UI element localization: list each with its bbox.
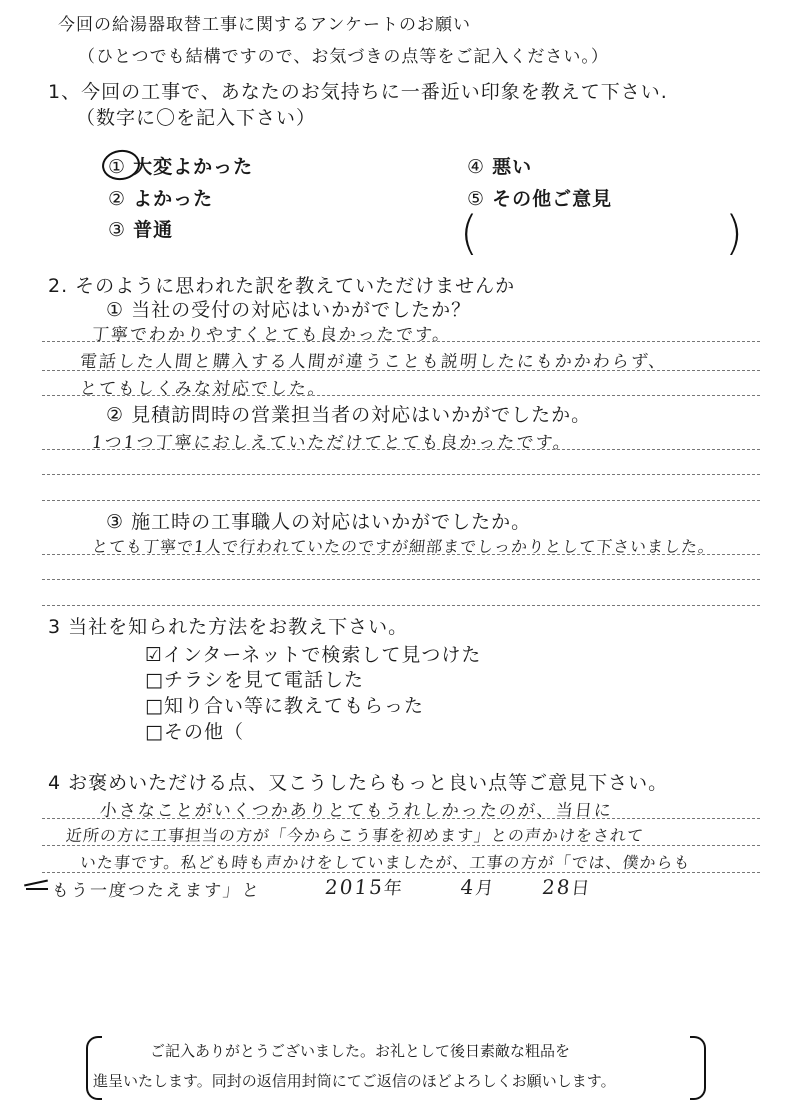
q4-answer-line[interactable]: いた事です。私ども時も声かけをしていましたが、工事の方が「では、僕からも bbox=[78, 853, 692, 872]
q1-option-4[interactable] bbox=[467, 152, 532, 179]
footer-bracket-right bbox=[690, 1036, 706, 1100]
q4-answer-line[interactable]: もう一度つたえます」と bbox=[50, 881, 262, 901]
q3-option-1[interactable] bbox=[145, 640, 481, 667]
footer-line-1: ご記入ありがとうございました。お礼として後日素敵な粗品を bbox=[150, 1042, 571, 1060]
q3-option-3[interactable] bbox=[145, 691, 424, 718]
answer-rule bbox=[42, 872, 760, 873]
q1-question: 1、今回の工事で、あなたのお気持ちに一番近い印象を教えて下さい. bbox=[48, 81, 668, 103]
q2-answer1-line[interactable]: 丁寧でわかりやすくとても良かったです。 bbox=[90, 325, 453, 345]
date-day-unit: 日 bbox=[570, 878, 593, 899]
answer-rule bbox=[42, 474, 760, 475]
q1-other-open-paren: ( bbox=[460, 206, 478, 260]
checkbox-checked-icon[interactable]: ☑ bbox=[145, 644, 164, 666]
date-field[interactable] bbox=[324, 874, 593, 900]
q4-answer-line[interactable]: 小さなことがいくつかありとてもうれしかったのが、当日に bbox=[98, 801, 614, 821]
answer-rule bbox=[42, 579, 760, 580]
q4-answer-line[interactable]: 近所の方に工事担当の方が「今からこう事を初めます」との声かけをされて bbox=[64, 826, 645, 845]
q2-answer3-line[interactable]: とても丁寧で1人で行われていたのですが細部までしっかりとして下さいました。 bbox=[90, 537, 717, 556]
answer-rule bbox=[42, 818, 760, 819]
q2-sub1: ① 当社の受付の対応はいかがでしたか？ bbox=[106, 299, 472, 321]
q1-option-number: ③ bbox=[108, 219, 127, 241]
q2-question: 2. そのように思われた訳を教えていただけませんか bbox=[48, 275, 516, 297]
q2-sub2: ② 見積訪問時の営業担当者の対応はいかがでしたか。 bbox=[106, 404, 592, 426]
checkbox-icon[interactable]: □ bbox=[145, 695, 164, 717]
answer-rule bbox=[42, 370, 760, 371]
q3-option-label: チラシを見て電話した bbox=[163, 669, 364, 691]
q1-option-label: 悪い bbox=[492, 156, 533, 178]
checkbox-icon[interactable]: □ bbox=[145, 669, 164, 691]
q2-answer1-line[interactable]: 電話した人間と購入する人間が違うことも説明したにもかかわらず、 bbox=[78, 352, 669, 372]
form-title: 今回の給湯器取替工事に関するアンケートのお願い bbox=[58, 15, 471, 35]
q1-option-number: ⑤ bbox=[467, 188, 486, 210]
q1-option-number: ④ bbox=[467, 156, 486, 178]
q1-option-label: 普通 bbox=[133, 219, 174, 241]
q3-option-label: インターネットで検索して見つけた bbox=[163, 644, 482, 666]
q3-option-label: その他（ bbox=[163, 721, 244, 743]
answer-rule bbox=[42, 845, 760, 846]
form-subtitle: （ひとつでも結構ですので、お気づきの点等をご記入ください。） bbox=[78, 47, 609, 67]
date-month-unit: 月 bbox=[474, 878, 497, 899]
q1-other-close-paren: ) bbox=[725, 206, 743, 260]
answer-rule bbox=[42, 605, 760, 606]
scribble-strike-icon bbox=[24, 880, 48, 887]
checkbox-icon[interactable]: □ bbox=[145, 721, 164, 743]
q1-other-input-area[interactable] bbox=[500, 222, 710, 248]
q1-option-label: 大変よかった bbox=[133, 156, 254, 178]
q1-option-2[interactable] bbox=[108, 184, 213, 211]
q3-option-2[interactable] bbox=[145, 665, 364, 692]
answer-rule bbox=[42, 449, 760, 450]
date-day: 28 bbox=[540, 875, 573, 899]
q3-option-label: 知り合い等に教えてもらった bbox=[163, 695, 424, 717]
q3-option-4[interactable] bbox=[145, 717, 244, 744]
answer-rule bbox=[42, 341, 760, 342]
footer-line-2: 進呈いたします。同封の返信用封筒にてご返信のほどよろしくお願いします。 bbox=[93, 1072, 616, 1090]
q2-answer2-line[interactable]: 1つ1つ丁寧におしえていただけてとても良かったです。 bbox=[90, 433, 574, 453]
scribble-strike-icon bbox=[26, 888, 48, 890]
q1-option-3[interactable] bbox=[108, 215, 173, 242]
answer-rule bbox=[42, 500, 760, 501]
answer-rule bbox=[42, 395, 760, 396]
date-month: 4 bbox=[459, 875, 477, 899]
q2-sub3: ③ 施工時の工事職人の対応はいかがでしたか。 bbox=[106, 511, 532, 533]
date-year: 2015 bbox=[323, 875, 386, 899]
q1-instruction: （数字に〇を記入下さい） bbox=[76, 107, 317, 129]
q1-option-label: その他ご意見 bbox=[492, 188, 613, 210]
answer-rule bbox=[42, 554, 760, 555]
q4-question: 4 お褒めいただける点、又こうしたらもっと良い点等ご意見下さい。 bbox=[48, 772, 669, 794]
q2-answer1-line[interactable]: とてもしくみな対応でした。 bbox=[78, 379, 328, 399]
q1-option-label: よかった bbox=[133, 188, 214, 210]
q1-option-1[interactable] bbox=[108, 152, 253, 179]
date-year-unit: 年 bbox=[382, 878, 405, 899]
q1-option-number: ① bbox=[108, 156, 127, 178]
q3-question: 3 当社を知られた方法をお教え下さい。 bbox=[48, 616, 409, 638]
q1-option-number: ② bbox=[108, 188, 127, 210]
q1-option-5[interactable] bbox=[467, 184, 612, 211]
